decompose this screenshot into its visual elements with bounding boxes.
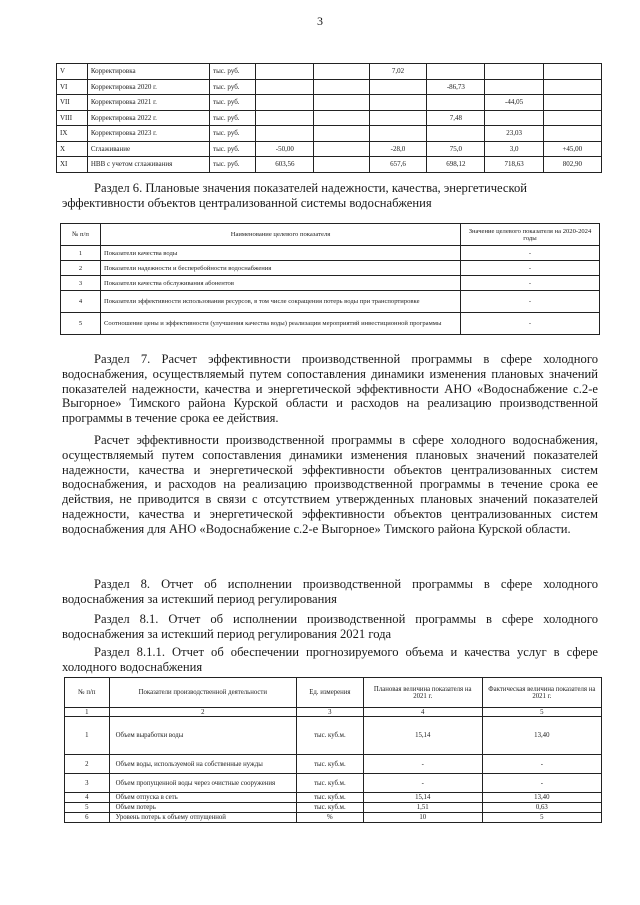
row-value: 698,12 [427, 157, 485, 173]
report-row-number: 5 [65, 803, 110, 813]
row-value [256, 126, 314, 142]
report-row-name: Объем пропущенной воды через очистные сооружения [109, 774, 296, 793]
indicator-name: Показатели надежности и бесперебойности водоснабжения [101, 261, 461, 276]
row-value [543, 126, 601, 142]
table-row [57, 64, 602, 80]
row-value: -28,0 [369, 141, 427, 157]
row-value [485, 110, 543, 126]
report-row-name: Уровень потерь к объему отпущенной [109, 813, 296, 823]
production-report-table [64, 677, 602, 823]
row-number: VII [57, 95, 88, 111]
row-value [543, 95, 601, 111]
row-unit: тыс. руб. [210, 95, 256, 111]
indicator-number: 5 [61, 313, 101, 335]
corrections-table [56, 63, 602, 173]
report-row-name: Объем воды, используемой на собственные нужды [109, 755, 296, 774]
report-row-unit: тыс. куб.м. [297, 755, 364, 774]
table-row [65, 755, 602, 774]
indicator-value: - [461, 291, 600, 313]
row-value: 75,0 [427, 141, 485, 157]
table-row [65, 813, 602, 823]
row-value: 7,02 [369, 64, 427, 80]
row-unit: тыс. руб. [210, 141, 256, 157]
row-value [256, 64, 314, 80]
row-name: НВВ с учетом сглаживания [87, 157, 209, 173]
col-header-name: Наименование целевого показателя [101, 224, 461, 246]
section8-paragraph2: Раздел 8.1. Отчет об исполнении производственной программы в сфере холодного водоснабжения за истекший период регулирования 2021 года [62, 612, 598, 641]
report-row-unit: тыс. куб.м. [297, 717, 364, 755]
table-row [57, 141, 602, 157]
table-row [57, 110, 602, 126]
report-row-name: Объем выработки воды [109, 717, 296, 755]
row-value: 23,03 [485, 126, 543, 142]
row-value: -86,73 [427, 79, 485, 95]
report-row-unit: тыс. куб.м. [297, 793, 364, 803]
section7-paragraph1: Раздел 7. Расчет эффективности производственной программы в сфере холодного водоснабжения, осуществляемый путем сопоставления динамики изменения плановых значений показателей надежности, качества и энергетической эффективности АНО «Водоснабжение с.2-е Выгорное» Тимского района Курской области и расходов на реализацию производственной программы в течение срока ее действия. [62, 352, 598, 426]
report-row-number: 2 [65, 755, 110, 774]
row-value [314, 141, 369, 157]
t3-header-plan: Плановая величина показателя на 2021 г. [363, 678, 482, 708]
row-value [314, 110, 369, 126]
section6-title: Раздел 6. Плановые значения показателей надежности, качества, энергетической эффективности объектов централизованной системы водоснабжения [62, 181, 528, 210]
row-value: 802,90 [543, 157, 601, 173]
row-number: V [57, 64, 88, 80]
row-number: X [57, 141, 88, 157]
t3-header-num: № п/п [65, 678, 110, 708]
row-name: Сглаживание [87, 141, 209, 157]
report-row-plan: 10 [363, 813, 482, 823]
report-row-number: 1 [65, 717, 110, 755]
table-row [61, 291, 600, 313]
row-value [543, 64, 601, 80]
row-number: IX [57, 126, 88, 142]
row-value [314, 126, 369, 142]
table-row [61, 246, 600, 261]
report-row-fact: 5 [482, 813, 601, 823]
t3-colnum: 2 [109, 708, 296, 717]
section7-paragraph2: Расчет эффективности производственной программы в сфере холодного водоснабжения, осуществляемый путем сопоставления динамики изменения плановых значений показателей надежности, качества и энергетической эффективности объектов централизованных систем водоснабжения, и расходов на реализацию производственной программы в течение срока ее действия, не приводится в связи с отсутствием утвержденных плановых значений показателей надежности, качества и энергетической эффективности объектов централизованных систем водоснабжения для АНО «Водоснабжение с.2-е Выгорное» Тимского района Курской области. [62, 433, 598, 536]
indicator-number: 4 [61, 291, 101, 313]
report-row-name: Объем потерь [109, 803, 296, 813]
row-name: Корректировка 2022 г. [87, 110, 209, 126]
row-value [427, 126, 485, 142]
table-row [57, 95, 602, 111]
row-value: 718,63 [485, 157, 543, 173]
row-unit: тыс. руб. [210, 110, 256, 126]
row-value [485, 79, 543, 95]
page-number: 3 [317, 14, 323, 28]
indicator-value: - [461, 246, 600, 261]
report-row-fact: 13,40 [482, 793, 601, 803]
report-row-plan: - [363, 774, 482, 793]
table-row [65, 774, 602, 793]
table-row [61, 313, 600, 335]
row-unit: тыс. руб. [210, 157, 256, 173]
row-value [256, 110, 314, 126]
section8-paragraph3: Раздел 8.1.1. Отчет об обеспечении прогнозируемого объема и качества услуг в сфере холодного водоснабжения [62, 645, 598, 674]
section8-paragraph1: Раздел 8. Отчет об исполнении производственной программы в сфере холодного водоснабжения за истекший период регулирования [62, 577, 598, 606]
indicator-number: 3 [61, 276, 101, 291]
table-row [57, 126, 602, 142]
report-row-name: Объем отпуска в сеть [109, 793, 296, 803]
row-number: VIII [57, 110, 88, 126]
row-value [543, 79, 601, 95]
indicator-value: - [461, 313, 600, 335]
row-name: Корректировка 2020 г. [87, 79, 209, 95]
table-row [65, 793, 602, 803]
row-value: 7,48 [427, 110, 485, 126]
col-header-num: № п/п [61, 224, 101, 246]
row-value [485, 64, 543, 80]
row-value [369, 126, 427, 142]
indicator-name: Показатели качества обслуживания абонентов [101, 276, 461, 291]
t3-header-fact: Фактическая величина показателя на 2021 г. [482, 678, 601, 708]
row-value [369, 79, 427, 95]
row-value [427, 64, 485, 80]
report-row-number: 4 [65, 793, 110, 803]
table-row [57, 79, 602, 95]
report-row-plan: - [363, 755, 482, 774]
row-value [314, 79, 369, 95]
t3-colnum: 3 [297, 708, 364, 717]
row-value [314, 64, 369, 80]
report-row-number: 6 [65, 813, 110, 823]
row-number: XI [57, 157, 88, 173]
row-unit: тыс. руб. [210, 64, 256, 80]
row-value: +45,00 [543, 141, 601, 157]
row-unit: тыс. руб. [210, 126, 256, 142]
table-row [65, 717, 602, 755]
row-value: -44,05 [485, 95, 543, 111]
indicator-value: - [461, 261, 600, 276]
target-indicators-table [60, 223, 600, 335]
row-name: Корректировка [87, 64, 209, 80]
indicator-value: - [461, 276, 600, 291]
table-row [61, 276, 600, 291]
row-number: VI [57, 79, 88, 95]
row-name: Корректировка 2021 г. [87, 95, 209, 111]
report-row-plan: 1,51 [363, 803, 482, 813]
indicator-number: 1 [61, 246, 101, 261]
t3-colnum: 4 [363, 708, 482, 717]
row-name: Корректировка 2023 г. [87, 126, 209, 142]
table-row [65, 803, 602, 813]
row-value [369, 95, 427, 111]
report-row-unit: тыс. куб.м. [297, 774, 364, 793]
indicator-name: Показатели качества воды [101, 246, 461, 261]
row-value: -50,00 [256, 141, 314, 157]
row-value [427, 95, 485, 111]
col-header-value: Значение целевого показателя на 2020-2024 годы [461, 224, 600, 246]
row-value [314, 95, 369, 111]
row-value [256, 95, 314, 111]
report-row-fact: - [482, 774, 601, 793]
t3-header-unit: Ед. измерения [297, 678, 364, 708]
table-row [61, 261, 600, 276]
table-row [57, 157, 602, 173]
report-row-fact: 13,40 [482, 717, 601, 755]
row-value [314, 157, 369, 173]
indicator-name: Показатели эффективности использования ресурсов, в том числе сокращения потерь воды при транспортировке [101, 291, 461, 313]
row-value [256, 79, 314, 95]
t3-header-name: Показатели производственной деятельности [109, 678, 296, 708]
row-unit: тыс. руб. [210, 79, 256, 95]
report-row-unit: тыс. куб.м. [297, 803, 364, 813]
report-row-fact: 0,63 [482, 803, 601, 813]
t3-colnum: 1 [65, 708, 110, 717]
indicator-number: 2 [61, 261, 101, 276]
row-value [543, 110, 601, 126]
report-row-plan: 15,14 [363, 793, 482, 803]
row-value [369, 110, 427, 126]
row-value: 3,0 [485, 141, 543, 157]
row-value: 603,56 [256, 157, 314, 173]
report-row-fact: - [482, 755, 601, 774]
report-row-plan: 15,14 [363, 717, 482, 755]
indicator-name: Соотношение цены и эффективности (улучшения качества воды) реализации мероприятий инвестиционной программы [101, 313, 461, 335]
report-row-unit: % [297, 813, 364, 823]
row-value: 657,6 [369, 157, 427, 173]
t3-colnum: 5 [482, 708, 601, 717]
report-row-number: 3 [65, 774, 110, 793]
